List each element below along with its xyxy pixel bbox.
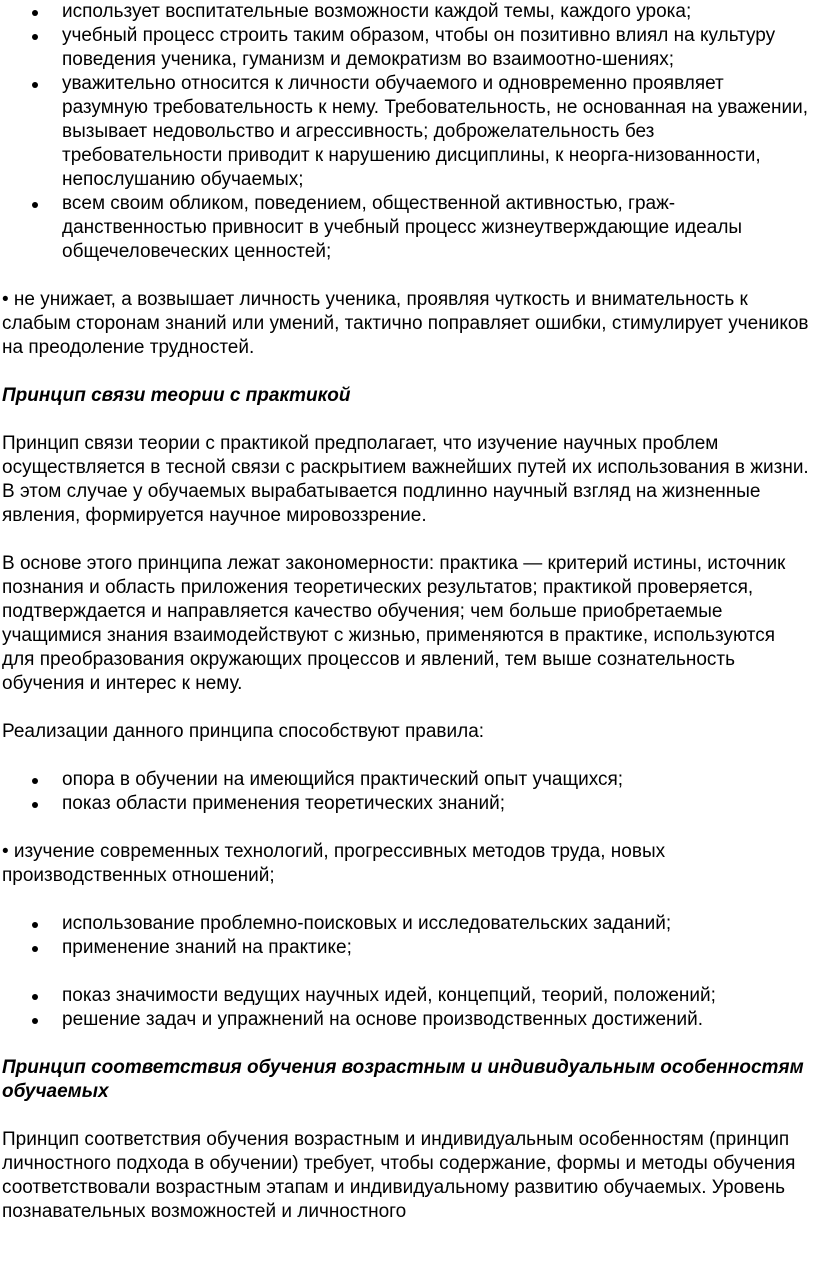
bullet-paragraph: • изучение современных технологий, прогрессивных методов труда, новых производственных отношений;: [2, 841, 666, 886]
list-item: использование проблемно-поисковых и исследовательских заданий;: [2, 912, 816, 936]
paragraph: В основе этого принципа лежат закономерности: практика — критерий истины, источник познания и область приложения теоретических результатов; практикой проверяется, подтверждается и направляется качество обучения; чем больше приобретаемые учащимися знания взаимодействуют с жизнью, применяются в практике, используются для преобразования окружающих процессов и явлений, тем выше сознательность обучения и интерес к нему.: [2, 553, 786, 694]
list-item: показ области применения теоретических знаний;: [2, 792, 816, 816]
rules-list: [2, 912, 816, 960]
list-item: опора в обучении на имеющийся практический опыт учащихся;: [2, 768, 816, 792]
list-item: решение задач и упражнений на основе производственных достижений.: [2, 1008, 816, 1032]
section-heading: Принцип связи теории с практикой: [2, 385, 351, 406]
bullet-paragraph: • не унижает, а возвышает личность ученика, проявляя чуткость и внимательность к слабым сторонам знаний или умений, тактично поправляет ошибки, стимулирует учеников на преодоление трудностей.: [2, 289, 809, 358]
list-item: использует воспитательные возможности каждой темы, каждого урока;: [2, 0, 816, 24]
paragraph: Принцип связи теории с практикой предполагает, что изучение научных проблем осуществляется в тесной связи с раскрытием важнейших путей их использования в жизни. В этом случае у обучаемых вырабатывается подлинно научный взгляд на жизненные явления, формируется научное мировоззрение.: [2, 433, 809, 526]
list-item: применение знаний на практике;: [2, 936, 816, 960]
list-item: всем своим обликом, поведением, общественной активностью, граж-данственностью привносит в учебный процесс жизнеутверждающие идеалы общечеловеческих ценностей;: [2, 192, 816, 264]
rules-list: [2, 768, 816, 816]
list-item: уважительно относится к личности обучаемого и одновременно проявляет разумную требовательность к нему. Требовательность, не основанная на уважении, вызывает недовольство и агрессивность; доброжелательность без требовательности приводит к нарушению дисциплины, к неорга-низованности, непослушанию обучаемых;: [2, 72, 816, 192]
list-item: показ значимости ведущих научных идей, концепций, теорий, положений;: [2, 984, 816, 1008]
teacher-rules-list: [2, 0, 816, 264]
list-item: учебный процесс строить таким образом, чтобы он позитивно влиял на культуру поведения ученика, гуманизм и демократизм во взаимоотно-шениях;: [2, 24, 816, 72]
rules-list: [2, 984, 816, 1032]
paragraph: Реализации данного принципа способствуют правила:: [2, 721, 485, 742]
section-heading: Принцип соответствия обучения возрастным и индивидуальным особенностям обучаемых: [2, 1057, 804, 1102]
paragraph: Принцип соответствия обучения возрастным и индивидуальным особенностям (принцип личностного подхода в обучении) требует, чтобы содержание, формы и методы обучения соответствовали возрастным этапам и индивидуальному развитию обучаемых. Уровень познавательных возможностей и личностного: [2, 1129, 796, 1222]
